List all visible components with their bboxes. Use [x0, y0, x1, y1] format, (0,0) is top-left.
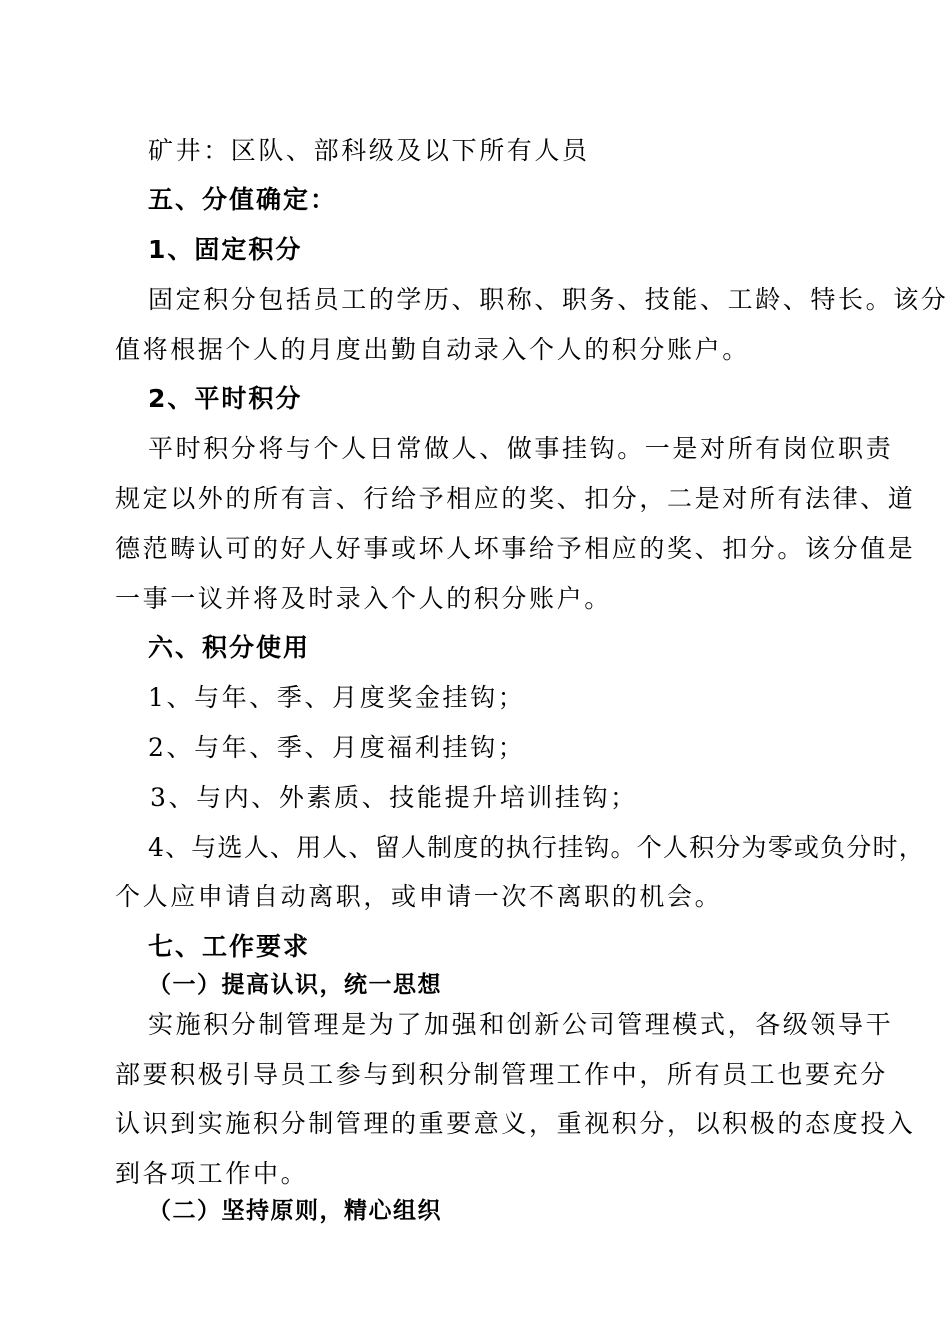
paragraph-line: 值将根据个人的月度出勤自动录入个人的积分账户。 — [115, 335, 750, 364]
scope-mine-line: 矿井：区队、部科级及以下所有人员 — [148, 136, 590, 165]
subheading-regular-points: 2、平时积分 — [148, 384, 303, 413]
list-item: 2、与年、季、月度福利挂钩； — [148, 733, 526, 762]
section-heading-7: 七、工作要求 — [148, 932, 311, 961]
list-item: 1、与年、季、月度奖金挂钩； — [148, 683, 526, 712]
list-item: 4、与选人、用人、留人制度的执行挂钩。个人积分为零或负分时， — [148, 833, 925, 862]
paragraph-line: 部要积极引导员工参与到积分制管理工作中，所有员工也要充分 — [115, 1060, 888, 1089]
paragraph-line: 固定积分包括员工的学历、职称、职务、技能、工龄、特长。该分 — [148, 285, 949, 314]
paragraph-line: 平时积分将与个人日常做人、做事挂钩。一是对所有岗位职责 — [148, 434, 894, 463]
paragraph-line: 认识到实施积分制管理的重要意义，重视积分，以积极的态度投入 — [115, 1109, 916, 1138]
subheading-adhere-principles: （二）坚持原则，精心组织 — [148, 1198, 442, 1224]
paragraph-line: 到各项工作中。 — [115, 1159, 309, 1188]
subheading-fixed-points: 1、固定积分 — [148, 235, 303, 264]
paragraph-line: 德范畴认可的好人好事或坏人坏事给予相应的奖、扣分。该分值是 — [115, 534, 916, 563]
paragraph-line: 实施积分制管理是为了加强和创新公司管理模式，各级领导干 — [148, 1010, 894, 1039]
paragraph-line: 一事一议并将及时录入个人的积分账户。 — [115, 584, 612, 613]
paragraph-line: 个人应申请自动离职，或申请一次不离职的机会。 — [115, 882, 723, 911]
list-item: 3、与内、外素质、技能提升培训挂钩； — [150, 783, 638, 812]
subheading-raise-awareness: （一）提高认识，统一思想 — [148, 972, 442, 998]
section-heading-5: 五、分值确定： — [148, 185, 338, 214]
paragraph-line: 规定以外的所有言、行给予相应的奖、扣分，二是对所有法律、道 — [115, 484, 916, 513]
section-heading-6: 六、积分使用 — [148, 633, 311, 662]
